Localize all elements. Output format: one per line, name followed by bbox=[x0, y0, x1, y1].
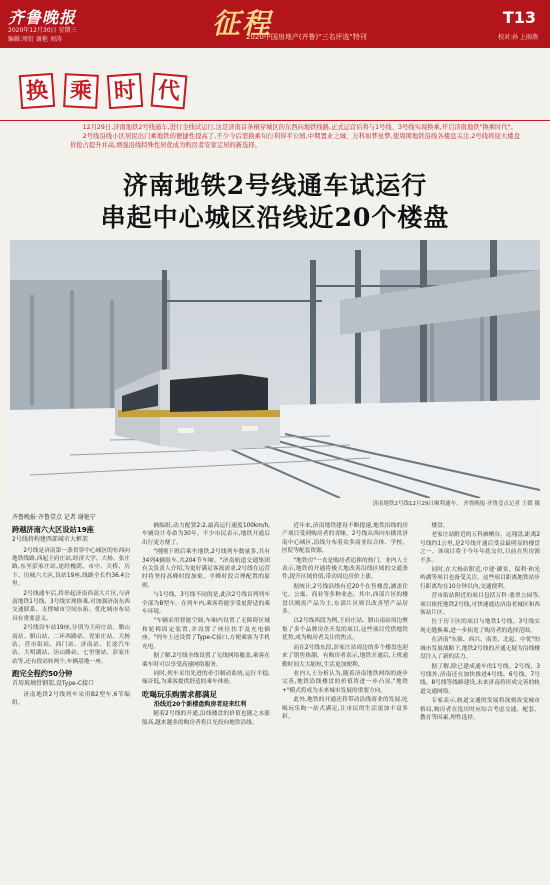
paragraph: 2号线通车后,将串起济南西部大片区,与济南地铁1号线、3号线实现换乘,对加强济南东西交通联系、支撑城市空间东拓、优化城市布局具有重要意义。 bbox=[12, 590, 130, 622]
banner-char: 乘 bbox=[63, 73, 99, 109]
snowy-metro-scene bbox=[10, 240, 540, 498]
paragraph: 2号线是济南第一条贯穿中心城区的东西向地铁线路,西起王府庄站,经济大学、大杨、张庄路,东至彭家庄站,途经槐荫、市中、天桥、历下、历城六大区,设站19座,线路全长约36.4公里。 bbox=[12, 547, 130, 588]
masthead bbox=[0, 0, 550, 48]
article-column-3 bbox=[282, 522, 408, 877]
special-issue-subtitle: 2020中国房地产(齐鲁)"三名评选"特刊 bbox=[246, 33, 367, 41]
paragraph: 业内人士分析认为,随着济南地铁网络的逐步完善,地铁沿线楼盘的价值将进一步凸显,"地铁+"模式将成为未来城市发展的重要方向。 bbox=[282, 670, 408, 694]
paragraph: 同时,列车采用先进的牵引制动系统,运行平稳,噪音低,为乘客提供舒适的乘车体验。 bbox=[142, 670, 270, 686]
paragraph: 专家表示,轨道交通的发展将深刻改变城市格局,购房者在选房时应综合考虑交通、配套、教育等因素,理性选择。 bbox=[420, 698, 540, 721]
paragraph: 以2号线西段为例,王府庄站、腊山南站周边聚集了多个品牌房企开发的项目,这些项目凭借地铁优势,成为购房者关注的焦点。 bbox=[282, 618, 408, 642]
paragraph: 随着2号线的开通,沿线楼盘的价值也随之水涨船高,越来越多的购房者将目光投向地铁沿线。 bbox=[142, 711, 270, 726]
headline-line-2: 串起中心城区沿线近20个楼盘 bbox=[100, 203, 450, 232]
headline bbox=[0, 170, 550, 234]
paragraph: 济南地铁2号线列车采用B2型车,6节编组。 bbox=[12, 691, 130, 707]
issue-date: 2020年12月30日 星期三 bbox=[8, 27, 77, 34]
paragraph: 此外,地铁的开通还将带动沿线商业的发展,吃喝玩乐购一站式满足,让市民的生活更加丰富多彩。 bbox=[282, 697, 408, 720]
banner-char: 代 bbox=[151, 73, 188, 110]
subhead: 吃喝玩乐购需求都满足 bbox=[142, 689, 217, 699]
subhead-deck: 2号线将构建西部城市大框架 bbox=[12, 535, 88, 543]
subhead-deck: 沿线近20个新楼盘购房者迎来红利 bbox=[154, 700, 247, 708]
paragraph: 辆编组,动力配置2:2,最高运行速度100km/h,车辆设计寿命为30年。不少市民表示,地铁开通后出行更方便了。 bbox=[142, 523, 270, 546]
paragraph: 老家庄站附近的万科雁栖谷、远翔盘,距离2号线约1公里,是2号线开通后受益最明显的楼盘之一。该项目将于今年年底交付,目前在售房源不多。 bbox=[420, 532, 540, 564]
paragraph: 据了解,除已建成通车的1号线、2号线、3号线外,济南还在加快推进4号线、6号线、7号线、8号线等线路建设,未来济南将形成完善的轨道交通网络。 bbox=[420, 663, 540, 695]
lead-paragraph: 2号线沿线小区居民出门乘地铁的便捷性提高了,不少今后需换乘旬行利得平公园,中期置业之城、万科如梦星梦,使周围地铁沿线各楼盘关注,2号线将迎大楼盘价抢占提升并高,增强沿线特殊性居优成为购房者安家定居的新选择。 bbox=[70, 133, 520, 150]
section-rule bbox=[0, 120, 550, 121]
page-editor: 校对:孙 上雨燕 bbox=[498, 34, 538, 41]
subhead-deck: 首用玻璃骨钢架,设Type-C接口 bbox=[12, 679, 95, 687]
paragraph: 在济南"东强、西兴、南美、北起、中优"的城市发展战略下,地铁2号线的开通无疑为沿线楼盘注入了新的活力。 bbox=[420, 637, 540, 661]
lead-paragraph: 12月29日,济南地铁2号线通车,进行全线试运行,这是济南首条横穿城区的东西向地铁线路,正式运营后将与1号线、3号线实现换乘,开启济南地铁"换乘时代"。 bbox=[82, 124, 517, 131]
section-banner bbox=[20, 74, 186, 110]
special-issue-wordmark: 征程 bbox=[212, 7, 273, 40]
newspaper-logo: 齐鲁晚报 bbox=[8, 8, 77, 27]
paragraph: 而在2号线东段,彭家庄站周边的多个楼盘也迎来了销售热潮。有购房者表示,地铁开通后,上班通勤时间大大缩短,生活更加便利。 bbox=[282, 644, 408, 668]
paragraph: 2号线设车站19座,分别为王府庄站、腊山南站、腊山站、二环西路站、党家庄站、大杨站、营市街站、西门站、济南站、长途汽车站、大明湖站、历山路站、七里堡站、彭家庄站等,还有段站转两个,车辆基地一座。 bbox=[12, 625, 130, 665]
paragraph: 营市街站附近的项目包括万科·翡翠公园等,项目依托地铁2号线,可快速通达济南老城区和西客站片区。 bbox=[420, 593, 540, 617]
paragraph: 位于历下区的项目与地铁1号线、3号线实现无缝换乘,进一步拓宽了购房者的选择范围。 bbox=[420, 619, 540, 634]
paragraph: "车辆采用智能空调,车厢内设置了无障碍区域和轮椅固定装置,并设置了座位扶手及充电插座。"列车上还设置了Type-C接口,方便乘客为手机充电。 bbox=[142, 618, 270, 650]
page-number: T13 bbox=[502, 8, 536, 27]
paragraph: 楼盘。 bbox=[431, 523, 449, 529]
article-byline: 齐鲁晚报·齐鲁壹点 记者 谢艳宁 bbox=[12, 514, 96, 521]
article-column-1 bbox=[12, 522, 130, 877]
issue-editors: 编辑:周衍 谢艳 刘涛 bbox=[8, 36, 62, 43]
paragraph: 与1号线、3号线不同的是,此次2号线首列列车全部为B型车。在列车内,乘客将能享受更舒适的乘车环境。 bbox=[142, 592, 270, 616]
paragraph: 近年来,济南地铁建设不断提速,地铁沿线的房产项目受到购房者的青睐。2号线从西向东横贯济南中心城区,沿线分布着众多商业综合体、学校、医院等配套资源。 bbox=[282, 523, 408, 555]
banner-char: 换 bbox=[19, 73, 55, 109]
paragraph: "地铁房"一直是购房者追捧的热门。业内人士表示,地铁的开通将极大地改善沿线区域的交通条件,提升区域价值,带动周边房价上涨。 bbox=[282, 557, 408, 581]
metro-train-photo bbox=[10, 240, 540, 498]
paragraph: 据了解,2号线全线设置了无线网络覆盖,乘客在乘车时可以享受高速网络服务。 bbox=[142, 653, 270, 668]
article-lead bbox=[70, 123, 520, 151]
subhead: 跑完全程约50分钟 bbox=[12, 669, 73, 679]
article-column-4 bbox=[420, 522, 540, 877]
paragraph: 据统计,2号线沿线有近20个在售楼盘,涵盖住宅、公寓、商业等多种业态。其中,西部片区的楼盘以刚需产品为主,东部片区则以改善型产品居多。 bbox=[282, 583, 408, 616]
banner-char: 时 bbox=[107, 73, 143, 109]
article-column-2 bbox=[142, 522, 270, 877]
headline-line-1: 济南地铁2号线通车试运行 bbox=[122, 171, 428, 200]
paragraph: "刚刚下班后乘坐地铁,2号线列车数量多,共有34列4辆组车,共204节车厢。"济南轨道交通集团有关负责人介绍,为更好满足客流需求,2号线在运营时将坚持高峰时段加密、平峰时段合理配置的原则。 bbox=[142, 549, 270, 589]
photo-caption: 济南地铁2号线12月29日顺利通车。 齐鲁晚报·齐鲁壹点记者 王媛 摄 bbox=[372, 501, 540, 507]
subhead: 跨越济南六大区设站19座 bbox=[12, 525, 94, 534]
paragraph: 同时,在大杨站附近,中建·御景、保利·和光屿湖等项目也备受关注。这些项目距离地铁站步行距离均在10分钟以内,交通便利。 bbox=[420, 567, 540, 590]
